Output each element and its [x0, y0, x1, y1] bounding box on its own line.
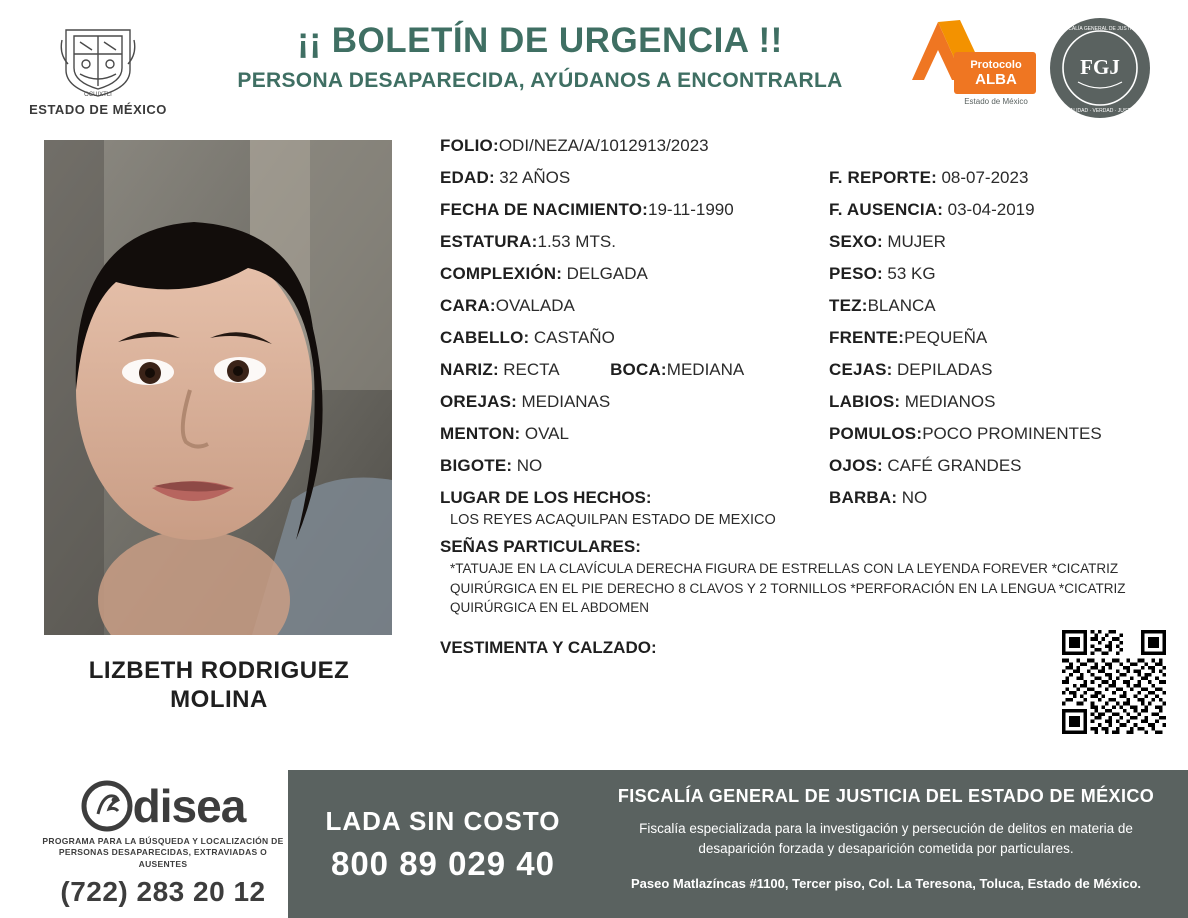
- field-cejas: [829, 360, 1149, 390]
- pomulos-label: POMULOS:: [829, 424, 923, 443]
- fecha-nacimiento-value: 19-11-1990: [648, 200, 734, 219]
- field-peso: [829, 264, 1149, 294]
- svg-text:LEGALIDAD · VERDAD · JUSTICIA: LEGALIDAD · VERDAD · JUSTICIA: [1059, 108, 1141, 114]
- barba-label: BARBA:: [829, 488, 898, 507]
- coat-of-arms-icon: [56, 16, 140, 100]
- odisea-logo: [38, 780, 288, 908]
- fgj-logo: [1048, 16, 1152, 120]
- senas-particulares: [440, 537, 1150, 618]
- field-orejas: [440, 392, 829, 422]
- tez-label: TEZ:: [829, 296, 868, 315]
- svg-text:Protocolo: Protocolo: [970, 59, 1022, 71]
- svg-text:OCUIXTLI: OCUIXTLI: [84, 92, 112, 98]
- nariz-label: NARIZ:: [440, 360, 499, 379]
- field-row-nacimiento: [440, 200, 1150, 230]
- field-barba: [829, 488, 1149, 531]
- field-row-lugar-barba: [440, 488, 1150, 531]
- lugar-hechos-label: LUGAR DE LOS HECHOS:: [440, 488, 652, 507]
- svg-text:Estado de México: Estado de México: [964, 97, 1028, 106]
- field-row-cara: [440, 296, 1150, 326]
- person-photo: [44, 140, 392, 635]
- peso-value: 53 KG: [887, 264, 936, 283]
- sexo-label: SEXO:: [829, 232, 883, 251]
- poster-footer: [0, 770, 1188, 918]
- cara-value: OVALADA: [495, 296, 575, 315]
- odisea-name: disea: [132, 780, 246, 832]
- field-bigote: [440, 456, 829, 486]
- field-pomulos: [829, 424, 1149, 454]
- edad-label: EDAD:: [440, 168, 495, 187]
- folio-value: ODI/NEZA/A/1012913/2023: [498, 136, 709, 155]
- cabello-value: CASTAÑO: [533, 328, 615, 347]
- senas-label: SEÑAS PARTICULARES:: [440, 537, 641, 557]
- field-complexion: [440, 264, 829, 294]
- poster-header: [0, 0, 1188, 130]
- field-menton: [440, 424, 829, 454]
- details-section: [440, 136, 1150, 660]
- pomulos-value: POCO PROMINENTES: [922, 424, 1102, 443]
- field-tez: [829, 296, 1149, 326]
- complexion-value: DELGADA: [566, 264, 648, 283]
- f-ausencia-value: 03-04-2019: [947, 200, 1035, 219]
- sexo-value: MUJER: [887, 232, 946, 251]
- labios-value: MEDIANOS: [904, 392, 996, 411]
- field-row-bigote: [440, 456, 1150, 486]
- vestimenta-label: VESTIMENTA Y CALZADO:: [440, 637, 657, 657]
- field-f-ausencia: [829, 200, 1149, 230]
- odisea-wordmark: [38, 780, 288, 832]
- field-row-orejas: [440, 392, 1150, 422]
- field-row-complexion: [440, 264, 1150, 294]
- title-subtitle: PERSONA DESAPARECIDA, AYÚDANOS A ENCONTRARLA: [237, 68, 843, 92]
- field-nariz-boca: [440, 360, 829, 390]
- svg-text:FGJ: FGJ: [1080, 55, 1120, 79]
- ojos-value: CAFÉ GRANDES: [887, 456, 1022, 475]
- qr-code[interactable]: [1062, 630, 1166, 734]
- orejas-label: OREJAS:: [440, 392, 517, 411]
- field-frente: [829, 328, 1149, 358]
- ojos-label: OJOS:: [829, 456, 883, 475]
- field-row-estatura: [440, 232, 1150, 262]
- svg-text:ALBA: ALBA: [975, 71, 1017, 88]
- title-main: ¡¡ BOLETÍN DE URGENCIA !!: [297, 21, 783, 60]
- folio-label: FOLIO:: [440, 136, 499, 155]
- institution-address: Paseo Matlazíncas #1100, Tercer piso, Col. La Teresona, Toluca, Estado de México.: [630, 875, 1142, 891]
- edad-value: 32 AÑOS: [499, 168, 571, 187]
- odisea-subtitle: PROGRAMA PARA LA BÚSQUEDA Y LOCALIZACIÓN DE PERSONAS DESAPARECIDAS, EXTRAVIADAS O AUSENTES: [42, 836, 284, 869]
- menton-value: OVAL: [524, 424, 569, 443]
- field-row-folio: [440, 136, 1150, 166]
- fecha-nacimiento-label: FECHA DE NACIMIENTO:: [440, 200, 648, 219]
- estado-de-mexico-emblem: [28, 16, 168, 117]
- lada-label: LADA SIN COSTO: [325, 806, 561, 836]
- svg-text:FISCALÍA GENERAL DE JUSTICIA: FISCALÍA GENERAL DE JUSTICIA: [1060, 26, 1140, 32]
- tez-value: BLANCA: [867, 296, 936, 315]
- emblem-label: ESTADO DE MÉXICO: [29, 102, 167, 117]
- lada-block: [288, 770, 598, 918]
- estatura-value: 1.53 MTS.: [537, 232, 616, 251]
- bigote-label: BIGOTE:: [440, 456, 513, 475]
- protocolo-alba-logo: [908, 14, 1038, 118]
- labios-label: LABIOS:: [829, 392, 901, 411]
- field-fecha-nacimiento: [440, 200, 829, 230]
- field-row-edad: [440, 168, 1150, 198]
- estatura-label: ESTATURA:: [440, 232, 538, 251]
- institution-block: [598, 770, 1188, 918]
- peso-label: PESO:: [829, 264, 883, 283]
- cejas-label: CEJAS:: [829, 360, 893, 379]
- senas-value: *TATUAJE EN LA CLAVÍCULA DERECHA FIGURA DE ESTRELLAS CON LA LEYENDA FOREVER *CICATRIZ QUIRÚRGICA EN EL PIE DERECHO 8 CLAVOS Y 2 TORNILLOS *PERFORACIÓN EN LA LENGUA *CICATRIZ QUIRÚRGICA EN EL ABDOMEN: [450, 561, 1126, 616]
- vestimenta-calzado: [440, 638, 1150, 658]
- institution-description: Fiscalía especializada para la investigación y persecución de delitos en materia de desaparición forzada y desaparición cometida por particulares.: [639, 821, 1133, 857]
- bigote-value: NO: [516, 456, 543, 475]
- photo-column: [44, 140, 394, 715]
- f-reporte-value: 08-07-2023: [941, 168, 1029, 187]
- institution-name: FISCALÍA GENERAL DE JUSTICIA DEL ESTADO DE MÉXICO: [617, 786, 1155, 806]
- field-cabello: [440, 328, 829, 358]
- field-row-nariz-boca: [440, 360, 1150, 390]
- boca-label: BOCA:: [610, 360, 667, 379]
- frente-label: FRENTE:: [829, 328, 905, 347]
- menton-label: MENTON:: [440, 424, 521, 443]
- page-title: [180, 22, 900, 93]
- odisea-phone[interactable]: (722) 283 20 12: [60, 876, 266, 908]
- field-row-cabello: [440, 328, 1150, 358]
- f-ausencia-label: F. AUSENCIA:: [829, 200, 944, 219]
- frente-value: PEQUEÑA: [904, 328, 988, 347]
- field-labios: [829, 392, 1149, 422]
- poster-body: [0, 130, 1188, 770]
- field-f-reporte: [829, 168, 1149, 198]
- orejas-value: MEDIANAS: [521, 392, 611, 411]
- field-cara: [440, 296, 829, 326]
- f-reporte-label: F. REPORTE:: [829, 168, 937, 187]
- footer-band: [288, 770, 1188, 918]
- person-name: LIZBETH RODRIGUEZ MOLINA: [88, 657, 350, 713]
- field-sexo: [829, 232, 1149, 262]
- boca-value: MEDIANA: [666, 360, 745, 379]
- field-ojos: [829, 456, 1149, 486]
- barba-value: NO: [901, 488, 928, 507]
- complexion-label: COMPLEXIÓN:: [440, 264, 563, 283]
- field-edad: [440, 168, 829, 198]
- lada-number[interactable]: 800 89 029 40: [330, 845, 556, 882]
- odisea-o-icon: [81, 780, 133, 832]
- cara-label: CARA:: [440, 296, 496, 315]
- field-row-menton: [440, 424, 1150, 454]
- cabello-label: CABELLO:: [440, 328, 530, 347]
- cejas-value: DEPILADAS: [897, 360, 993, 379]
- field-lugar-hechos: [440, 488, 829, 531]
- lugar-hechos-value: LOS REYES ACAQUILPAN ESTADO DE MEXICO: [450, 512, 776, 528]
- nariz-value: RECTA: [503, 360, 560, 379]
- field-estatura: [440, 232, 829, 262]
